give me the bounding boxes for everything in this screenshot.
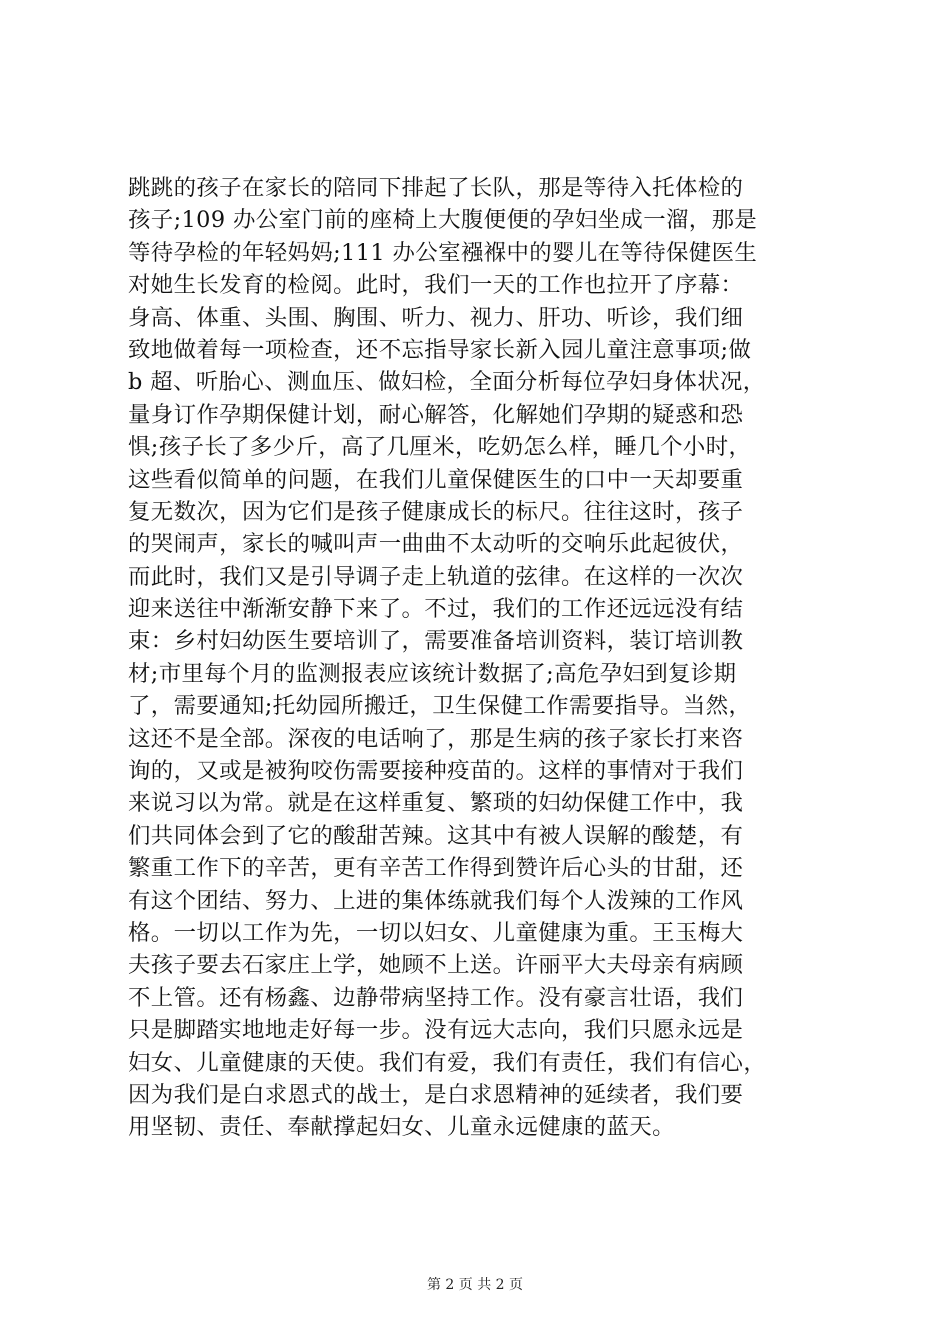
text-line: 而此时，我们又是引导调子走上轨道的弦律。在这样的一次次 (128, 563, 744, 590)
text-line: 有这个团结、努力、上进的集体练就我们每个人泼辣的工作风 (128, 887, 744, 914)
text-line: 的哭闹声，家长的喊叫声一曲曲不太动听的交响乐此起彼伏， (128, 531, 744, 558)
page-footer: 第 2 页 共 2 页 (426, 1277, 524, 1293)
text-line: 惧;孩子长了多少斤，高了几厘米，吃奶怎么样，睡几个小时， (128, 434, 752, 461)
text-line: 量身订作孕期保健计划，耐心解答，化解她们孕期的疑惑和恐 (128, 401, 744, 428)
text-line: 对她生长发育的检阅。此时，我们一天的工作也拉开了序幕： (128, 272, 744, 299)
text-line: 身高、体重、头围、胸围、听力、视力、肝功、听诊，我们细 (128, 304, 744, 331)
text-line: 了，需要通知;托幼园所搬迁，卫生保健工作需要指导。当然， (128, 693, 752, 720)
text-line: 用坚韧、责任、奉献撑起妇女、儿童永远健康的蓝天。 (128, 1114, 675, 1141)
body-paragraph (128, 172, 848, 1144)
text-line: 夫孩子要去石家庄上学，她顾不上送。许丽平大夫母亲有病顾 (128, 952, 744, 979)
text-line: 只是脚踏实地地走好每一步。没有远大志向，我们只愿永远是 (128, 1017, 744, 1044)
text-line: 不上管。还有杨鑫、边静带病坚持工作。没有豪言壮语，我们 (128, 984, 744, 1011)
text-line: 材;市里每个月的监测报表应该统计数据了;高危孕妇到复诊期 (128, 660, 737, 687)
text-line: 们共同体会到了它的酸甜苦辣。这其中有被人误解的酸楚，有 (128, 822, 744, 849)
text-line: b 超、听胎心、测血压、做妇检，全面分析每位孕妇身体状况， (128, 369, 766, 396)
text-line: 这还不是全部。深夜的电话响了，那是生病的孩子家长打来咨 (128, 725, 744, 752)
text-line: 来说习以为常。就是在这样重复、繁琐的妇幼保健工作中，我 (128, 790, 744, 817)
text-line: 因为我们是白求恩式的战士，是白求恩精神的延续者，我们要 (128, 1081, 744, 1108)
text-line: 等待孕检的年轻妈妈;111 办公室襁褓中的婴儿在等待保健医生 (128, 239, 758, 266)
text-line: 格。一切以工作为先，一切以妇女、儿童健康为重。王玉梅大 (128, 919, 744, 946)
text-line: 这些看似简单的问题，在我们儿童保健医生的口中一天却要重 (128, 466, 744, 493)
text-line: 妇女、儿童健康的天使。我们有爱，我们有责任，我们有信心， (128, 1049, 767, 1076)
text-line: 迎来送往中渐渐安静下来了。不过，我们的工作还远远没有结 (128, 596, 744, 623)
text-line: 复无数次，因为它们是孩子健康成长的标尺。往往这时，孩子 (128, 498, 744, 525)
text-line: 询的，又或是被狗咬伤需要接种疫苗的。这样的事情对于我们 (128, 758, 744, 785)
text-line: 孩子;109 办公室门前的座椅上大腹便便的孕妇坐成一溜，那是 (128, 207, 758, 234)
text-line: 致地做着每一项检查，还不忘指导家长新入园儿童注意事项;做 (128, 336, 752, 363)
text-line: 跳跳的孩子在家长的陪同下排起了长队，那是等待入托体检的 (128, 175, 744, 201)
text-line: 繁重工作下的辛苦，更有辛苦工作得到赞许后心头的甘甜，还 (128, 855, 744, 882)
text-line: 束：乡村妇幼医生要培训了，需要准备培训资料，装订培训教 (128, 628, 744, 655)
